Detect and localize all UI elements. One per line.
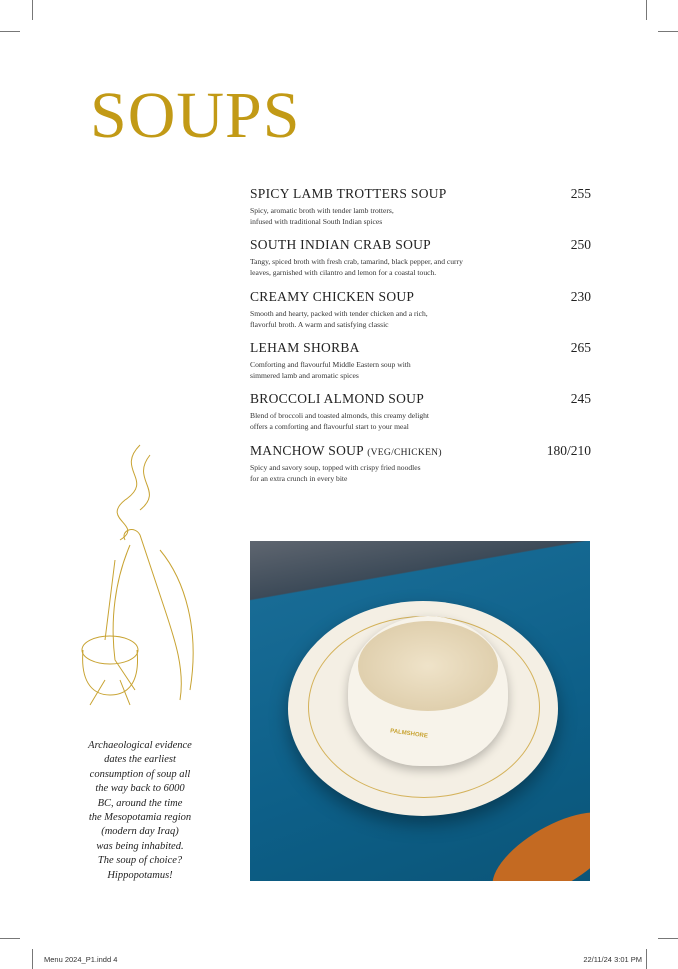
item-desc: Tangy, spiced broth with fresh crab, tamarind, black pepper, and curry <box>250 257 463 266</box>
menu-item <box>250 340 591 381</box>
wooden-spoon <box>479 795 590 881</box>
item-desc: Blend of broccoli and toasted almonds, this creamy delight <box>250 411 430 420</box>
item-name: BROCCOLI ALMOND SOUP <box>250 391 425 406</box>
item-desc: leaves, garnished with cilantro and lemon for a coastal touch. <box>250 267 437 277</box>
cook-illustration <box>75 440 205 710</box>
trivia-line: dates the earliest <box>104 754 176 766</box>
item-name: LEHAM SHORBA <box>250 340 360 355</box>
bowl-brand: PALMSHORE <box>389 728 429 740</box>
page-title: SOUPS <box>90 79 301 152</box>
trivia-line: The soup of choice? <box>97 855 183 867</box>
item-desc: Smooth and hearty, packed with tender chicken and a rich, <box>250 309 428 318</box>
trivia-line: the way back to 6000 <box>95 783 185 795</box>
menu-item <box>250 289 591 330</box>
crop-mark <box>646 0 647 20</box>
trivia-line: BC, around the time <box>97 797 183 809</box>
item-desc: for an extra crunch in every bite <box>250 473 348 483</box>
menu-item <box>250 186 591 227</box>
item-desc: simmered lamb and aromatic spices <box>250 370 359 380</box>
item-desc: Spicy and savory soup, topped with crispy fried noodles <box>250 463 421 472</box>
item-price: 230 <box>570 289 591 304</box>
crop-mark <box>32 0 33 20</box>
crop-mark <box>658 31 678 32</box>
trivia-line: was being inhabited. <box>96 840 184 852</box>
item-price: 245 <box>570 391 591 406</box>
footer-date: 22/11/24 3:01 PM <box>583 955 642 964</box>
crop-mark <box>0 938 20 939</box>
item-price: 180/210 <box>546 443 591 458</box>
footer-file: Menu 2024_P1.indd 4 <box>44 955 118 964</box>
crop-mark <box>0 31 20 32</box>
menu-item <box>250 237 591 278</box>
crop-mark <box>658 938 678 939</box>
item-desc: infused with traditional South Indian spices <box>250 216 383 226</box>
item-name: SPICY LAMB TROTTERS SOUP <box>250 186 447 201</box>
menu-item <box>250 391 591 432</box>
crop-mark <box>646 949 647 969</box>
item-price: 265 <box>570 340 591 355</box>
soup <box>358 621 498 711</box>
trivia-line: (modern day Iraq) <box>101 826 179 838</box>
item-price: 255 <box>570 186 591 201</box>
item-desc: Spicy, aromatic broth with tender lamb trotters, <box>250 206 394 215</box>
item-variant: (VEG/CHICKEN) <box>367 448 442 458</box>
trivia-text <box>80 739 200 883</box>
item-name: SOUTH INDIAN CRAB SOUP <box>250 237 431 252</box>
item-price: 250 <box>570 237 591 252</box>
trivia-line: Archaeological evidence <box>88 740 192 751</box>
crop-mark <box>32 949 33 969</box>
item-desc: flavorful broth. A warm and satisfying classic <box>250 319 389 329</box>
item-name: CREAMY CHICKEN SOUP <box>250 289 415 304</box>
trivia-line: the Mesopotamia region <box>88 812 192 824</box>
menu-item <box>250 443 591 484</box>
item-desc: offers a comforting and flavourful start to your meal <box>250 421 409 431</box>
item-desc: Comforting and flavourful Middle Eastern soup with <box>250 360 411 369</box>
item-name: MANCHOW SOUP <box>250 443 364 458</box>
trivia-line: Hippopotamus! <box>107 869 173 881</box>
trivia-line: consumption of soup all <box>89 768 191 780</box>
soup-photo <box>250 541 590 881</box>
